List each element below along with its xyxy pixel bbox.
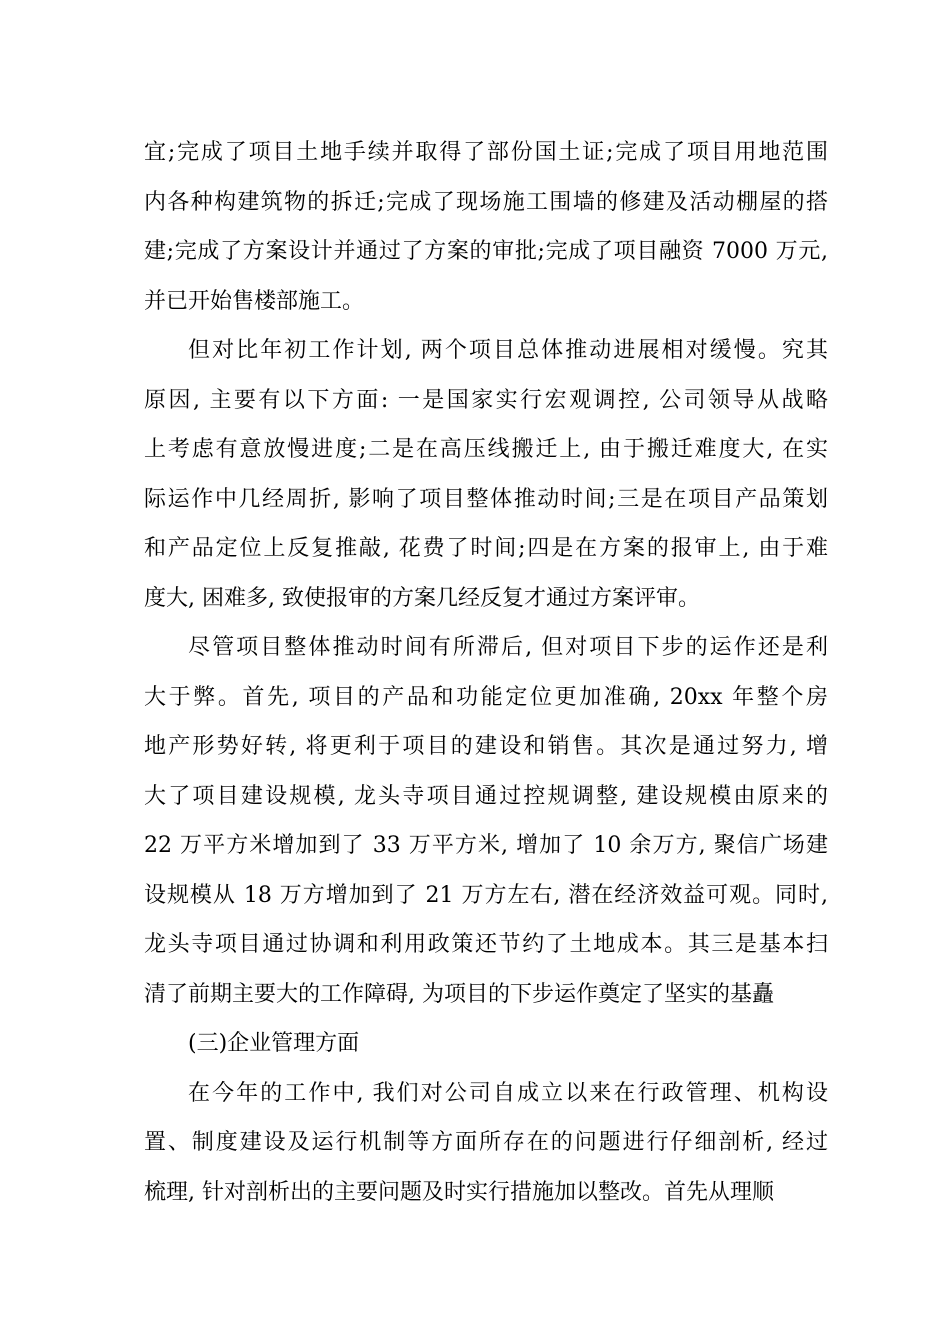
- paragraph-line: 度大, 困难多, 致使报审的方案几经反复才通过方案评审。: [144, 585, 700, 611]
- paragraph-line: 清了前期主要大的工作障碍, 为项目的下步运作奠定了坚实的基矗: [144, 981, 774, 1007]
- paragraph-line: 但对比年初工作计划, 两个项目总体推动进展相对缓慢。究其: [188, 338, 828, 363]
- paragraph-line: 际运作中几经周折, 影响了项目整体推动时间;三是在项目产品策划: [144, 486, 828, 512]
- paragraph-line: 龙头寺项目通过协调和利用政策还节约了土地成本。其三是基本扫: [144, 932, 828, 957]
- paragraph-3: [144, 623, 828, 1019]
- paragraph-line: 原因, 主要有以下方面: 一是国家实行宏观调控, 公司领导从战略: [144, 387, 828, 413]
- section-heading: [144, 1019, 828, 1069]
- paragraph-line: 地产形势好转, 将更利于项目的建设和销售。其次是通过努力, 增: [144, 734, 828, 759]
- document-body: [144, 128, 828, 1217]
- paragraph-line: 置、制度建设及运行机制等方面所存在的问题进行仔细剖析, 经过: [144, 1130, 828, 1155]
- paragraph-1: [144, 128, 828, 326]
- paragraph-line: 大于弊。首先, 项目的产品和功能定位更加准确, 20xx 年整个房: [144, 684, 828, 710]
- paragraph-line: 宜;完成了项目土地手续并取得了部份国土证;完成了项目用地范围: [144, 140, 828, 165]
- paragraph-line: 和产品定位上反复推敲, 花费了时间;四是在方案的报审上, 由于难: [144, 536, 828, 561]
- paragraph-line: 并已开始售楼部施工。: [144, 288, 365, 314]
- paragraph-line: 22 万平方米增加到了 33 万平方米, 增加了 10 余万方, 聚信广场建: [144, 833, 828, 858]
- paragraph-line: 大了项目建设规模, 龙头寺项目通过控规调整, 建设规模由原来的: [144, 783, 828, 809]
- paragraph-line: 设规模从 18 万方增加到了 21 万方左右, 潜在经济效益可观。同时,: [144, 882, 828, 908]
- section-heading-text: (三)企业管理方面: [188, 1031, 360, 1056]
- paragraph-2: [144, 326, 828, 623]
- paragraph-line: 内各种构建筑物的拆迁;完成了现场施工围墙的修建及活动棚屋的搭: [144, 189, 828, 215]
- paragraph-line: 建;完成了方案设计并通过了方案的审批;完成了项目融资 7000 万元,: [144, 239, 828, 264]
- paragraph-line: 上考虑有意放慢进度;二是在高压线搬迁上, 由于搬迁难度大, 在实: [144, 437, 828, 462]
- paragraph-line: 在今年的工作中, 我们对公司自成立以来在行政管理、机构设: [188, 1080, 828, 1106]
- paragraph-line: 尽管项目整体推动时间有所滞后, 但对项目下步的运作还是利: [188, 635, 828, 660]
- paragraph-4: [144, 1069, 828, 1218]
- paragraph-line: 梳理, 针对剖析出的主要问题及时实行措施加以整改。首先从理顺: [144, 1179, 774, 1205]
